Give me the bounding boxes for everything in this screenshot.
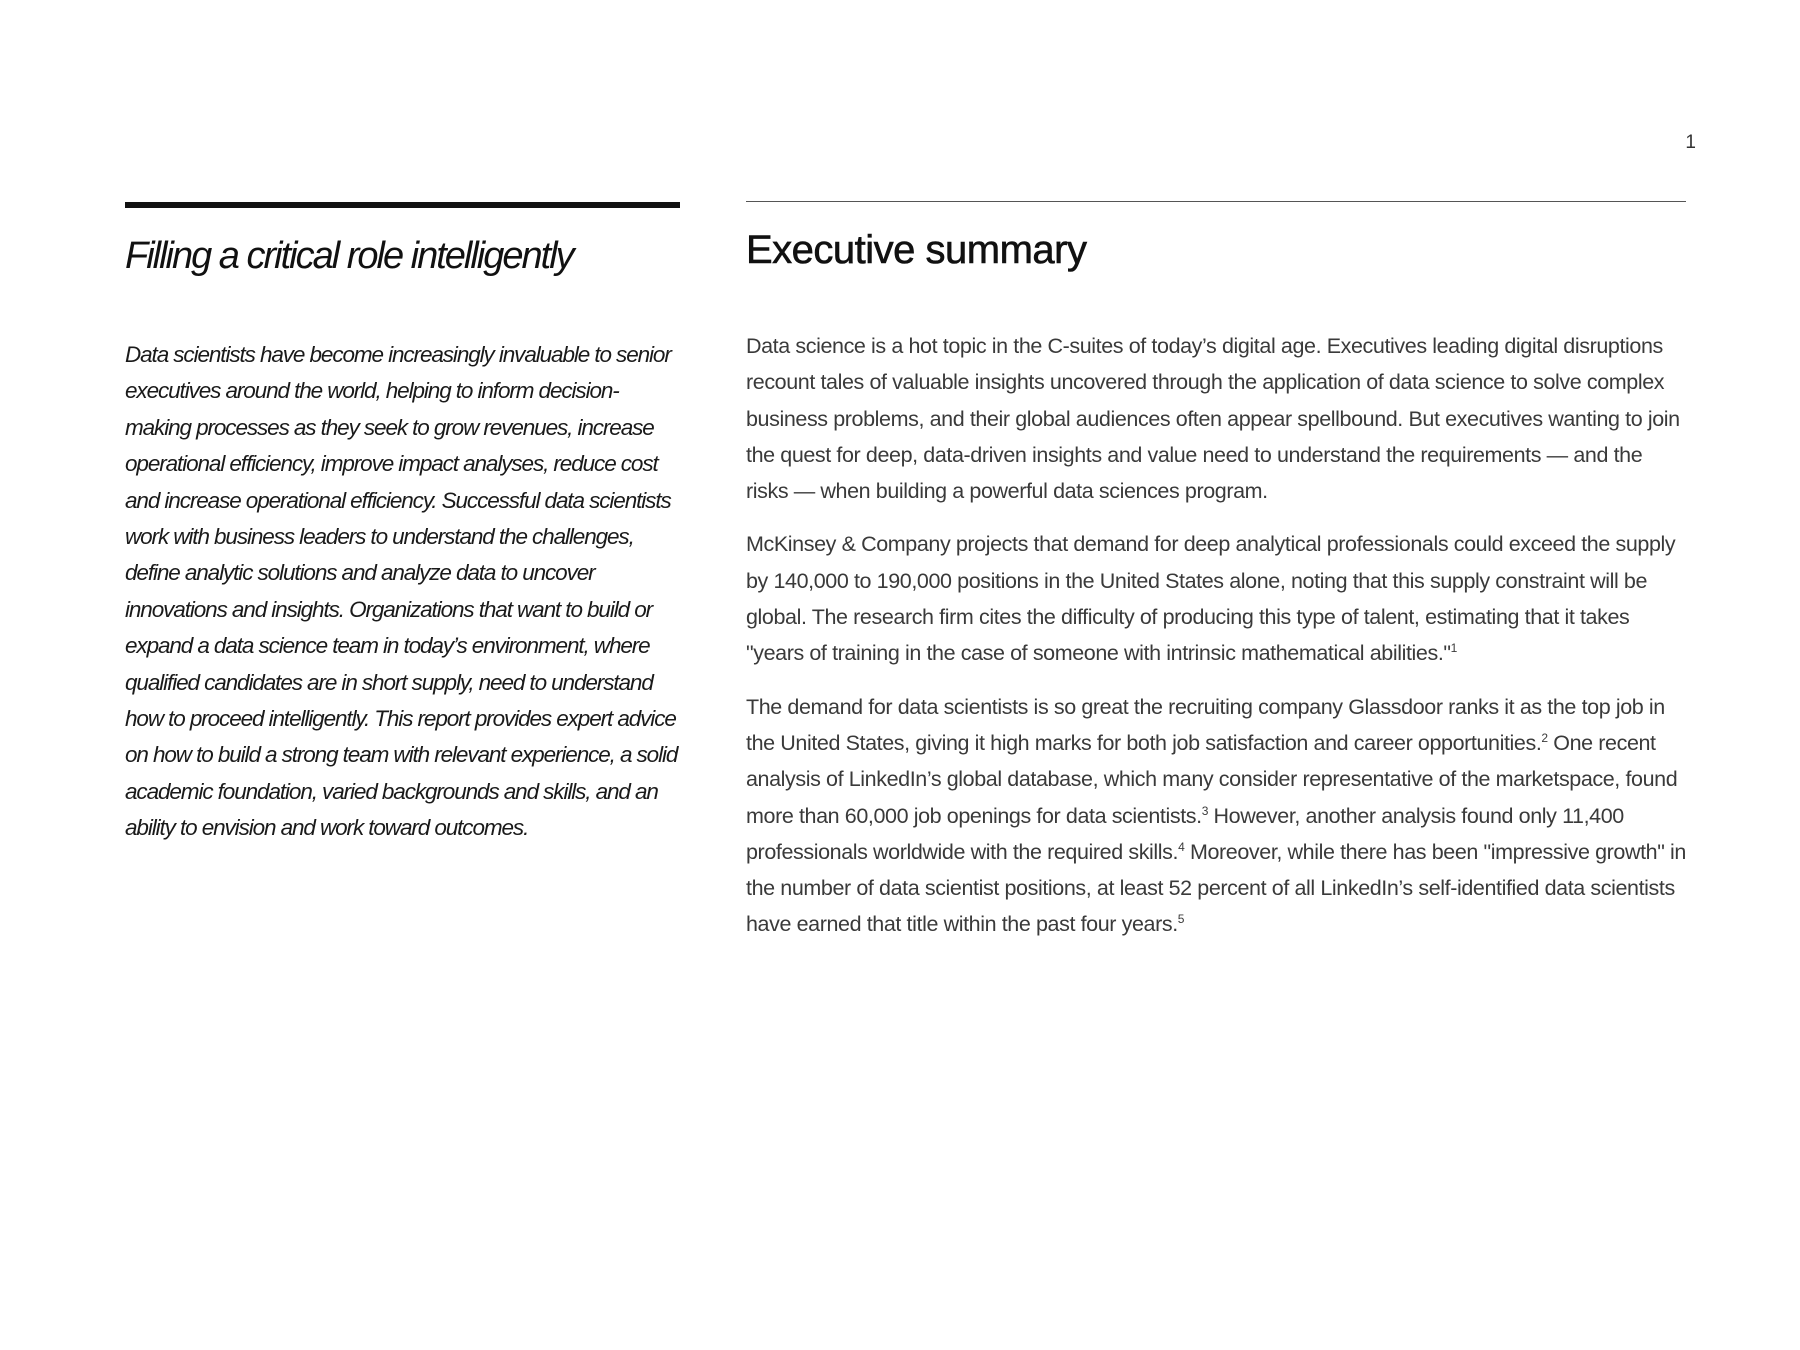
paragraph-1: Data science is a hot topic in the C-suites of today’s digital age. Executives leading digital disruptions recount tales of valuable insights uncovered through the application of data science to solve complex business problems, and their global audiences often appear spellbound. But executives wanting to join the quest for deep, data-driven insights and value need to understand the requirements — and the risks — when building a powerful data sciences program. bbox=[746, 334, 1680, 504]
footnote-ref: 4 bbox=[1178, 839, 1185, 854]
paragraph-2-text: McKinsey & Company projects that demand for deep analytical professionals could exceed the supply by 140,000 to 190,000 positions in the United States alone, noting that this supply constraint will be global. The research firm cites the difficulty of producing this type of talent, estimating that it takes "years of training in the case of someone with intrinsic mathematical abilities." bbox=[746, 532, 1676, 666]
footnote-ref: 1 bbox=[1450, 641, 1457, 656]
paragraph-3-text: Moreover, while there has been "impressive growth" in the number of data scientist positions, at least 52 percent of all LinkedIn’s self-identified data scientists have earned that title within the past four years. bbox=[746, 839, 1686, 937]
main-rule bbox=[746, 201, 1686, 202]
paragraph-3-text: One recent analysis of LinkedIn’s global database, which many consider representative of the marketspace, found more than 60,000 job openings for data scientists. bbox=[746, 730, 1678, 828]
sidebar-column bbox=[125, 202, 680, 847]
page-number: 1 bbox=[1685, 132, 1696, 153]
sidebar-title: Filling a critical role intelligently bbox=[125, 235, 573, 277]
paragraph-3-text: The demand for data scientists is so great the recruiting company Glassdoor ranks it as the top job in the United States, giving it high marks for both job satisfaction and career opportunities. bbox=[746, 694, 1665, 755]
sidebar-rule bbox=[125, 202, 680, 208]
sidebar-body: Data scientists have become increasingly invaluable to senior executives around the world, helping to inform decision-making processes as they seek to grow revenues, increase operational efficiency, improve impact analyses, reduce cost and increase operational efficiency. Successful data scientists work with business leaders to understand the challenges, define analytic solutions and analyze data to uncover innovations and insights. Organizations that want to build or expand a data science team in today’s environment, where qualified candidates are in short supply, need to understand how to proceed intelligently. This report provides expert advice on how to build a strong team with relevant experience, a solid academic foundation, varied backgrounds and skills, and an ability to envision and work toward outcomes. bbox=[125, 342, 678, 841]
footnote-ref: 5 bbox=[1177, 912, 1185, 927]
paragraph-3-text: However, another analysis found only 11,400 professionals worldwide with the required skills. bbox=[746, 803, 1624, 864]
page-title: Executive summary bbox=[746, 228, 1087, 272]
main-column bbox=[746, 201, 1686, 943]
main-body bbox=[746, 328, 1686, 943]
paragraph-2 bbox=[746, 526, 1686, 671]
footnote-ref: 3 bbox=[1201, 803, 1208, 818]
footnote-ref: 2 bbox=[1541, 730, 1548, 745]
paragraph-3 bbox=[746, 689, 1686, 943]
